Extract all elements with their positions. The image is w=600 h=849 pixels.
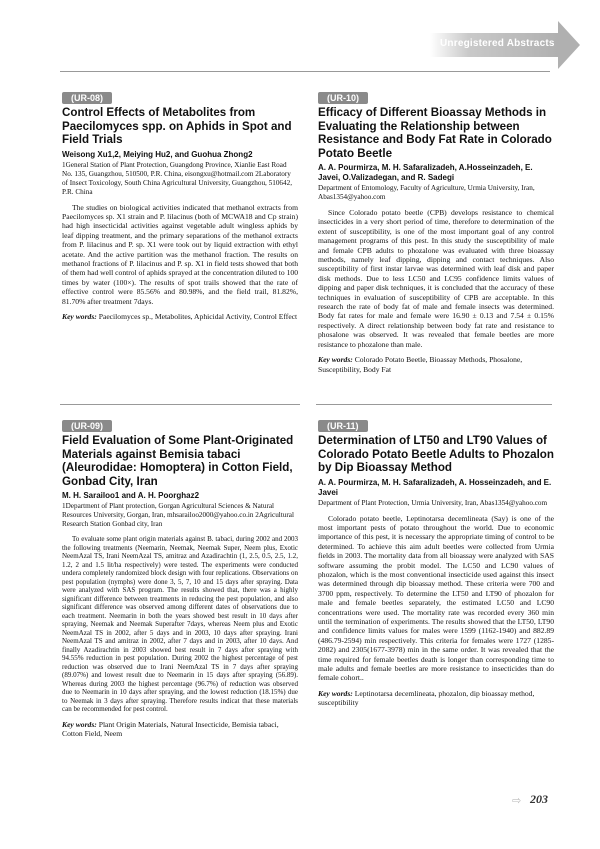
article-title: Control Effects of Metabolites from Paecilomyces spp. on Aphids in Spot and Field Trials	[62, 106, 292, 146]
article-affiliations: Department of Plant Protection, Urmia University, Iran, Abas1354@yahoo.com	[318, 498, 548, 507]
section-header-arrow-icon	[558, 21, 580, 69]
article-code-badge: (UR-10)	[318, 92, 368, 104]
article-keywords	[318, 689, 554, 708]
section-divider-left	[60, 404, 300, 405]
article-title: Field Evaluation of Some Plant-Originated Materials against Bemisia tabaci (Aleurodidae: Homoptera) in Cotton Field, Gonbad City, Iran	[62, 434, 294, 488]
section-header-label: Unregistered Abstracts	[440, 38, 555, 49]
article-ur-08	[62, 88, 298, 321]
article-ur-11	[318, 416, 554, 708]
article-authors: A. A. Pourmirza, M. H. Safaralizadeh, A. Hosseinzadeh, and E. Javei	[318, 477, 552, 497]
article-abstract: The studies on biological activities indicated that methanol extracts from Paecilomyces sp. X1 strain and P. lilacinus (both of MCWA18 and Cp strain) had high insecticidal activities against vegetable adult wingless aphids by leaf dipping treatment, and the primary separations of the methanol extracts from P. lilacinus and P. sp. X1 were took out by liquid extraction with ethyl acetate. And the active partition was the methanol fraction. The results on methanol fractions of P. lilacinus and P. sp. X1 in field tests showed that both of them had well control of aphids sprayed at the concentration diluted to 100 times by water (100×). The results of spot trails showed that the rate of effective control were 85.56% and 80.98%, and the field trail, 81.82%, 81.70% after treatment 7days.	[62, 202, 298, 306]
keywords-text: Colorado Potato Beetle, Bioassay Methods, Phosalone, Susceptibility, Body Fat	[318, 355, 523, 374]
article-code-badge: (UR-09)	[62, 420, 112, 432]
article-affiliations: 1Department of Plant protection, Gorgan Agricultural Sciences & Natural Resources University, Gorgan, Iran, mhsarailoo2000@yahoo.co.in 2Agricultural Research Station Gonbad city, Iran	[62, 502, 294, 528]
article-code-badge: (UR-08)	[62, 92, 112, 104]
article-affiliations: Department of Entomology, Faculty of Agriculture, Urmia University, Iran, Abas1354@yahoo.com	[318, 184, 535, 201]
article-abstract: Colorado potato beetle, Leptinotarsa decemlineata (Say) is one of the most important pests of potato throughout the world. Due to economic importance of this pest, it is necessary the appropriate timing of control to be determined. To achieve this aim adult beetles were collected from Urmia fields in 2003. The mortality data from all bioassay were analyzed with SAS software assuming the probit model. The LC50 and LC90 values of phozalon, which is the most conventional insecticide used against this insect was determined through dip bioassay method. These criteria were 700 and 3700 ppm, respectively. To determine the LT50 and LT90 of phozalon for male and female beetles separately, the estimated LC50 and LC90 concentrations were used. The mortality rate was recorded every 360 min until the termination of experiments. The results showed that the LT50, LT90 and confidence limits values for males were 1599 (1162-1940) and 882.89 (486.79-2594) min respectively. This criteria for females were 1727 (1285-2082) and 2305(1677-3978) min in the same order. It was revealed that the time required for female beetles death is longer than corresponding time to male adults and female beetles are more resistance to insecticides than do female cohort..	[318, 513, 554, 683]
article-ur-09	[62, 416, 298, 738]
article-authors: Weisong Xu1,2, Meiying Hu2, and Guohua Zhong2	[62, 149, 253, 159]
article-title: Efficacy of Different Bioassay Methods in Evaluating the Relationship between Resistance and Body Fat Rate in Colorado Potato Beetle	[318, 106, 552, 160]
article-keywords	[62, 312, 298, 321]
section-divider-right	[316, 404, 552, 405]
article-keywords	[318, 355, 554, 374]
next-page-arrow-icon: ⇨	[512, 794, 522, 807]
keywords-label: Key words:	[62, 311, 97, 321]
keywords-text: Paecilomyces sp., Metabolites, Aphicidal Activity, Control Effect	[98, 311, 298, 321]
keywords-label: Key words:	[318, 688, 353, 698]
article-abstract: Since Colorado potato beetle (CPB) develops resistance to chemical insecticides in a very short period of time, therefore to determination of the extent of susceptibility, is one of the most important goal of any control management programs of this pest. In this study the susceptibility of male and female CPB adults to phozalone was evaluated with three bioassay methods, namely leaf dipping, dipping and contact techniques. Also susceptibility of first instar larvae was determined with leaf disk and paper disk methods. Due to less LC50 and LC95 confidence limits values of dipping and paper disk techniques, it is concluded that the accuracy of these techniques in evaluation of susceptibility of CPB are acceptable. In this research the rate of body fat of male and female insects was determined. Body fat rates for male and female were 16.90 ± 0.13 and 7.54 ± 0.15% respectively. A direct relationship between body fat rate and resistance to phosalone was observed. It was revealed that female beetles are more resistance to phozalone than male.	[318, 208, 554, 349]
article-authors: A. A. Pourmirza, M. H. Safaralizadeh, A.Hosseinzadeh, E. Javei, O.Valizadegan, and R. Sadegi	[318, 163, 533, 182]
article-abstract: To evaluate some plant origin materials against B. tabaci, during 2002 and 2003 the following treatments (Neemarin, Neemak, Neemak Super, Neem plus, Exotic NeemAzal TS, Irani NeemAzal TS, amitraz and Azadirachtin (1, 2.5, 0.5, 2.5, 1.2, 1.2, 2 and 1.5 lit/ha respectively) were tested. The experiments were conducted undera completely randomized block design with four replications. Observations on pest population (nymphs) were done 3, 5, 7, 10 and 15 days after spraying. Data were analyzed with SAS program. The results showed that, there was a highly significant difference between treatments in reducing the pest population, and also significant difference was observed among different dates of observations due to each treatment. Neemarin in both the years showed best result in 10 days after spraying, Neemak and Neemak Superafter 7days, whereas Neem plus and Exotic NeemAzal TS in 2002, after 5 days and in 2003, 10 days after spraying. Irani NeemAzal TS and amitraz in 2002, after 7 days and in 2003, after 10 days. And finally Azadirachtin in 2003 showed best result in 7 days after spraying with 94.55% reduction in pest population. During 2002 the highest percentage of pest reduction was observed due to Irani NeemAzal TS in 7 days after spraying (89.07%) and lowest result due to Neemarin in 15 days after spraying (56.89). Whereas during 2003 the highest percentage (96.7%) of reduction was observed due to Neemarin in 10 days after spraying, and the lowest reduction (18.15%) due to Neemak in 3 days after spraying. Therefore results indicat that these materials can be recommended for pest control.	[62, 535, 298, 713]
page-number: 203	[530, 792, 548, 806]
keywords-label: Key words:	[318, 355, 353, 365]
article-keywords	[62, 720, 298, 739]
article-ur-10	[318, 88, 554, 374]
header-rule	[60, 71, 550, 72]
article-title: Determination of LT50 and LT90 Values of Colorado Potato Beetle Adults to Phozalon by Dip Bioassay Method	[318, 434, 554, 474]
article-authors: M. H. Sarailoo1 and A. H. Poorghaz2	[62, 491, 200, 500]
keywords-text: Leptinotarsa decemlineata, phozalon, dip bioassay method, susceptibility	[318, 688, 535, 708]
keywords-text: Plant Origin Materials, Natural Insecticide, Bemisia tabaci, Cotton Field, Neem	[62, 719, 279, 738]
article-code-badge: (UR-11)	[318, 420, 368, 432]
keywords-label: Key words:	[62, 719, 97, 729]
article-affiliations: 1General Station of Plant Protection, Guangdong Province, Xianlie East Road No. 135, Guangzhou, 510500, P.R. China, eisongxu@hotmail.com 2Laboratory of Insect Toxicology, South China Agricultural University, Guangzhou, 510642, P.R. China	[62, 160, 292, 196]
